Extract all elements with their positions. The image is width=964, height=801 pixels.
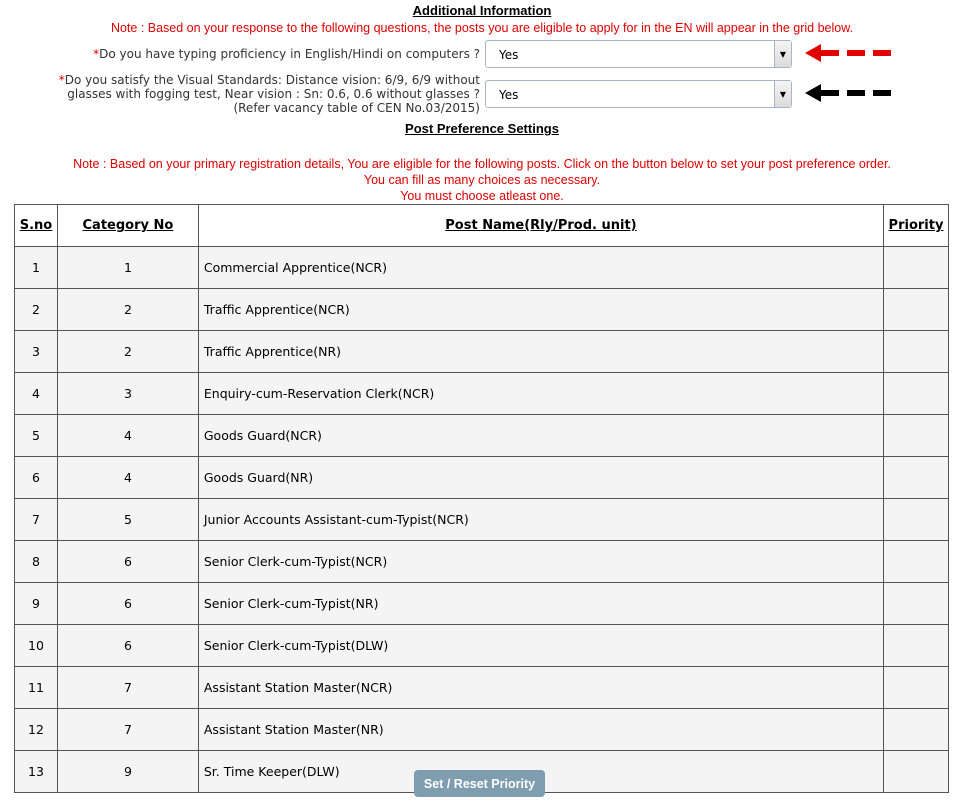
cell-post-name: Assistant Station Master(NCR) (198, 667, 883, 709)
table-row (15, 457, 949, 499)
cell-sno: 5 (15, 415, 58, 457)
black-dashed-arrow-icon (805, 82, 901, 104)
chevron-down-icon[interactable]: ▼ (774, 41, 791, 67)
table-header-row (15, 205, 949, 247)
cell-priority (884, 499, 949, 541)
eligibility-note: Note : Based on your response to the following questions, the posts you are eligible to apply for in the EN will appear in the grid below. (110, 21, 854, 35)
section-title-additional-info: Additional Information (412, 3, 552, 18)
cell-post-name: Traffic Apprentice(NCR) (198, 289, 883, 331)
typing-proficiency-label: *Do you have typing proficiency in English/Hindi on computers ? (93, 47, 480, 61)
cell-priority (884, 289, 949, 331)
post-preference-table (14, 204, 949, 793)
cell-post-name: Enquiry-cum-Reservation Clerk(NCR) (198, 373, 883, 415)
column-header-post-name: Post Name(Rly/Prod. unit) (198, 205, 883, 247)
table-row (15, 625, 949, 667)
cell-category-no: 1 (57, 247, 198, 289)
cell-sno: 11 (15, 667, 58, 709)
column-header-sno: S.no (15, 205, 58, 247)
cell-priority (884, 667, 949, 709)
table-row (15, 709, 949, 751)
cell-sno: 7 (15, 499, 58, 541)
cell-sno: 9 (15, 583, 58, 625)
typing-proficiency-value: Yes (499, 48, 519, 62)
column-header-category: Category No (57, 205, 198, 247)
preference-note: Note : Based on your primary registration details, You are eligible for the following posts. Click on the button below to set your post preference order. (73, 157, 891, 171)
cell-sno: 6 (15, 457, 58, 499)
cell-post-name: Assistant Station Master(NR) (198, 709, 883, 751)
cell-category-no: 2 (57, 331, 198, 373)
cell-category-no: 6 (57, 583, 198, 625)
cell-post-name: Traffic Apprentice(NR) (198, 331, 883, 373)
table-row (15, 331, 949, 373)
cell-category-no: 4 (57, 457, 198, 499)
cell-category-no: 5 (57, 499, 198, 541)
cell-category-no: 6 (57, 625, 198, 667)
cell-priority (884, 457, 949, 499)
cell-sno: 10 (15, 625, 58, 667)
cell-post-name: Senior Clerk-cum-Typist(DLW) (198, 625, 883, 667)
cell-post-name: Goods Guard(NR) (198, 457, 883, 499)
set-reset-priority-button[interactable]: Set / Reset Priority (414, 770, 545, 797)
cell-post-name: Senior Clerk-cum-Typist(NR) (198, 583, 883, 625)
cell-post-name: Senior Clerk-cum-Typist(NCR) (198, 541, 883, 583)
table-row (15, 499, 949, 541)
cell-sno: 8 (15, 541, 58, 583)
preference-note-choices: You can fill as many choices as necessary. (363, 173, 601, 187)
cell-priority (884, 751, 949, 793)
cell-priority (884, 331, 949, 373)
section-title-post-preference: Post Preference Settings (405, 121, 559, 136)
cell-sno: 2 (15, 289, 58, 331)
cell-sno: 4 (15, 373, 58, 415)
cell-priority (884, 415, 949, 457)
cell-priority (884, 541, 949, 583)
cell-category-no: 4 (57, 415, 198, 457)
cell-category-no: 7 (57, 667, 198, 709)
table-row (15, 247, 949, 289)
table-row (15, 289, 949, 331)
preference-note-minimum: You must choose atleast one. (400, 189, 564, 203)
cell-priority (884, 583, 949, 625)
cell-priority (884, 625, 949, 667)
table-row (15, 415, 949, 457)
visual-standards-select[interactable] (485, 80, 792, 108)
cell-priority (884, 709, 949, 751)
cell-sno: 12 (15, 709, 58, 751)
cell-priority (884, 247, 949, 289)
cell-sno: 13 (15, 751, 58, 793)
chevron-down-icon[interactable]: ▼ (774, 81, 791, 107)
cell-post-name: Goods Guard(NCR) (198, 415, 883, 457)
required-mark: * (58, 73, 65, 87)
typing-proficiency-select[interactable] (485, 40, 792, 68)
cell-category-no: 3 (57, 373, 198, 415)
column-header-priority: Priority (884, 205, 949, 247)
cell-post-name: Junior Accounts Assistant-cum-Typist(NCR) (198, 499, 883, 541)
table-row (15, 541, 949, 583)
table-row (15, 667, 949, 709)
cell-category-no: 2 (57, 289, 198, 331)
cell-post-name: Sr. Time Keeper(DLW) (198, 751, 883, 793)
required-mark: * (93, 47, 100, 61)
cell-category-no: 9 (57, 751, 198, 793)
cell-priority (884, 373, 949, 415)
visual-standards-label: *Do you satisfy the Visual Standards: Distance vision: 6/9, 6/9 without glasses with fogging test, Near vision : Sn: 0.6, 0.6 without glasses ? (Refer vacancy table of CEN No.03/2015) (58, 73, 480, 115)
cell-sno: 1 (15, 247, 58, 289)
visual-standards-value: Yes (499, 88, 519, 102)
table-row (15, 373, 949, 415)
red-dashed-arrow-icon (805, 42, 901, 64)
cell-category-no: 6 (57, 541, 198, 583)
cell-post-name: Commercial Apprentice(NCR) (198, 247, 883, 289)
table-row (15, 583, 949, 625)
cell-category-no: 7 (57, 709, 198, 751)
cell-sno: 3 (15, 331, 58, 373)
